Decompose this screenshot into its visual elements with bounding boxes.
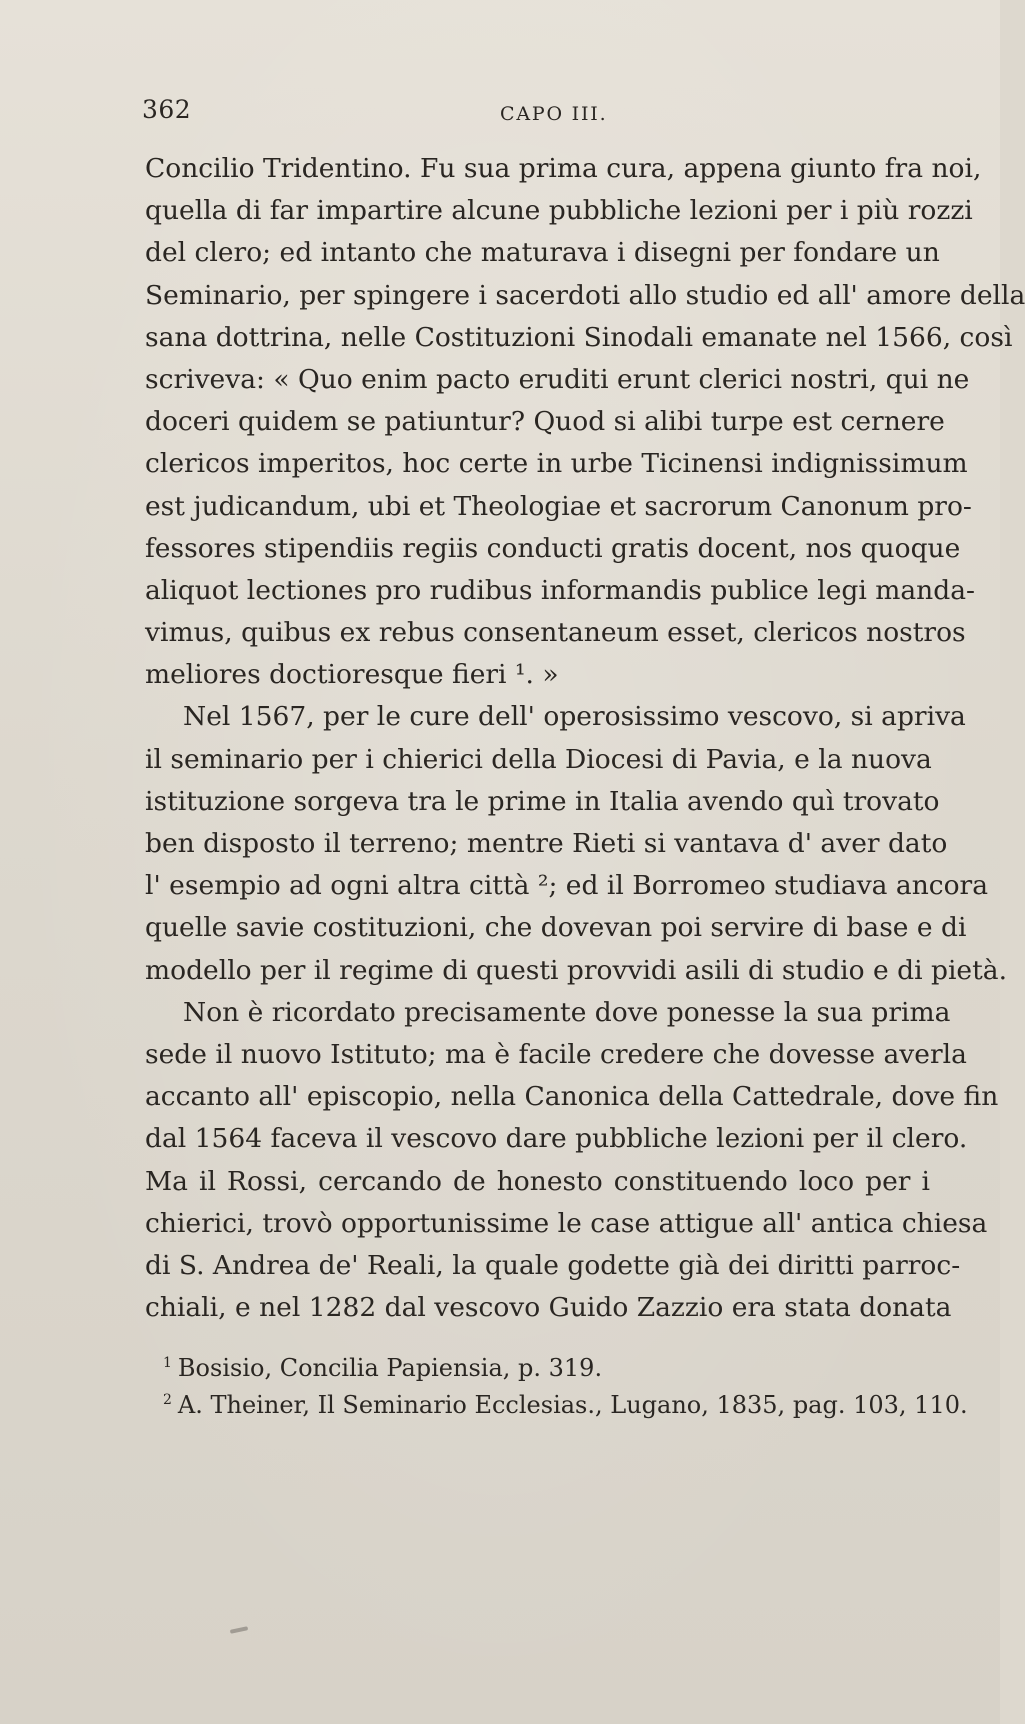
text-line: chiali, e nel 1282 dal vescovo Guido Zazzio era stata donata xyxy=(145,1292,952,1324)
footnote-text: Bosisio, Concilia Papiensia, p. 319. xyxy=(177,1354,603,1382)
text-line: di S. Andrea de' Reali, la quale godette già dei diritti parroc- xyxy=(145,1249,961,1281)
text-line: istituzione sorgeva tra le prime in Italia avendo quì trovato xyxy=(145,785,940,817)
text-line: vimus, quibus ex rebus consentaneum esset, clericos nostros xyxy=(145,617,966,649)
text-line: fessores stipendiis regiis conducti gratis docent, nos quoque xyxy=(145,532,961,564)
text-line: sede il nuovo Istituto; ma è facile credere che dovesse averla xyxy=(145,1038,967,1070)
footnote-text: A. Theiner, Il Seminario Ecclesias., Lugano, 1835, pag. 103, 110. xyxy=(177,1391,968,1419)
text-line: Seminario, per spingere i sacerdoti allo studio ed all' amore della xyxy=(145,279,1025,311)
text-line: Ma il Rossi, cercando de honesto constituendo loco per i xyxy=(145,1165,930,1197)
running-head: CAPO III. xyxy=(500,103,608,125)
footnote xyxy=(145,1382,968,1419)
text-line: Concilio Tridentino. Fu sua prima cura, appena giunto fra noi, xyxy=(145,153,982,184)
text-line: l' esempio ad ogni altra città ²; ed il Borromeo studiava ancora xyxy=(145,870,989,902)
paper-speck xyxy=(230,1626,248,1634)
text-line: ben disposto il terreno; mentre Rieti si vantava d' aver dato xyxy=(145,828,948,859)
text-line: Nel 1567, per le cure dell' operosissimo vescovo, si apriva xyxy=(183,701,966,733)
footnote xyxy=(145,1345,930,1382)
footnote-mark: 2 xyxy=(163,1392,172,1408)
text-line: quelle savie costituzioni, che dovevan poi servire di base e di xyxy=(145,912,967,944)
text-line: meliores doctioresque fieri ¹. » xyxy=(145,659,559,691)
footnote-mark: 1 xyxy=(163,1355,172,1371)
footnotes xyxy=(145,1345,968,1419)
text-line: Non è ricordato precisamente dove ponesse la sua prima xyxy=(183,996,951,1028)
text-line: aliquot lectiones pro rudibus informandis publice legi manda- xyxy=(145,574,975,606)
text-line: est judicandum, ubi et Theologiae et sacrorum Canonum pro- xyxy=(145,490,972,522)
text-line: modello per il regime di questi provvidi asili di studio e di pietà. xyxy=(145,954,1007,986)
text-line: del clero; ed intanto che maturava i disegni per fondare un xyxy=(145,237,940,269)
text-line: il seminario per i chierici della Diocesi di Pavia, e la nuova xyxy=(145,743,932,775)
text-line: accanto all' episcopio, nella Canonica della Cattedrale, dove fin xyxy=(145,1081,999,1113)
text-line: clericos imperitos, hoc certe in urbe Ticinensi indignissimum xyxy=(145,448,968,480)
text-line: doceri quidem se patiuntur? Quod si alibi turpe est cernere xyxy=(145,406,945,438)
text-line: chierici, trovò opportunissime le case attigue all' antica chiesa xyxy=(145,1207,988,1239)
body-text xyxy=(145,148,1025,1329)
text-line: dal 1564 faceva il vescovo dare pubbliche lezioni per il clero. xyxy=(145,1123,968,1155)
text-line: quella di far impartire alcune pubbliche lezioni per i più rozzi xyxy=(145,195,973,227)
text-line: scriveva: « Quo enim pacto eruditi erunt clerici nostri, qui ne xyxy=(145,363,970,395)
text-line: sana dottrina, nelle Costituzioni Sinodali emanate nel 1566, così xyxy=(145,321,1013,353)
page-header xyxy=(142,95,862,135)
page-number: 362 xyxy=(142,95,192,124)
